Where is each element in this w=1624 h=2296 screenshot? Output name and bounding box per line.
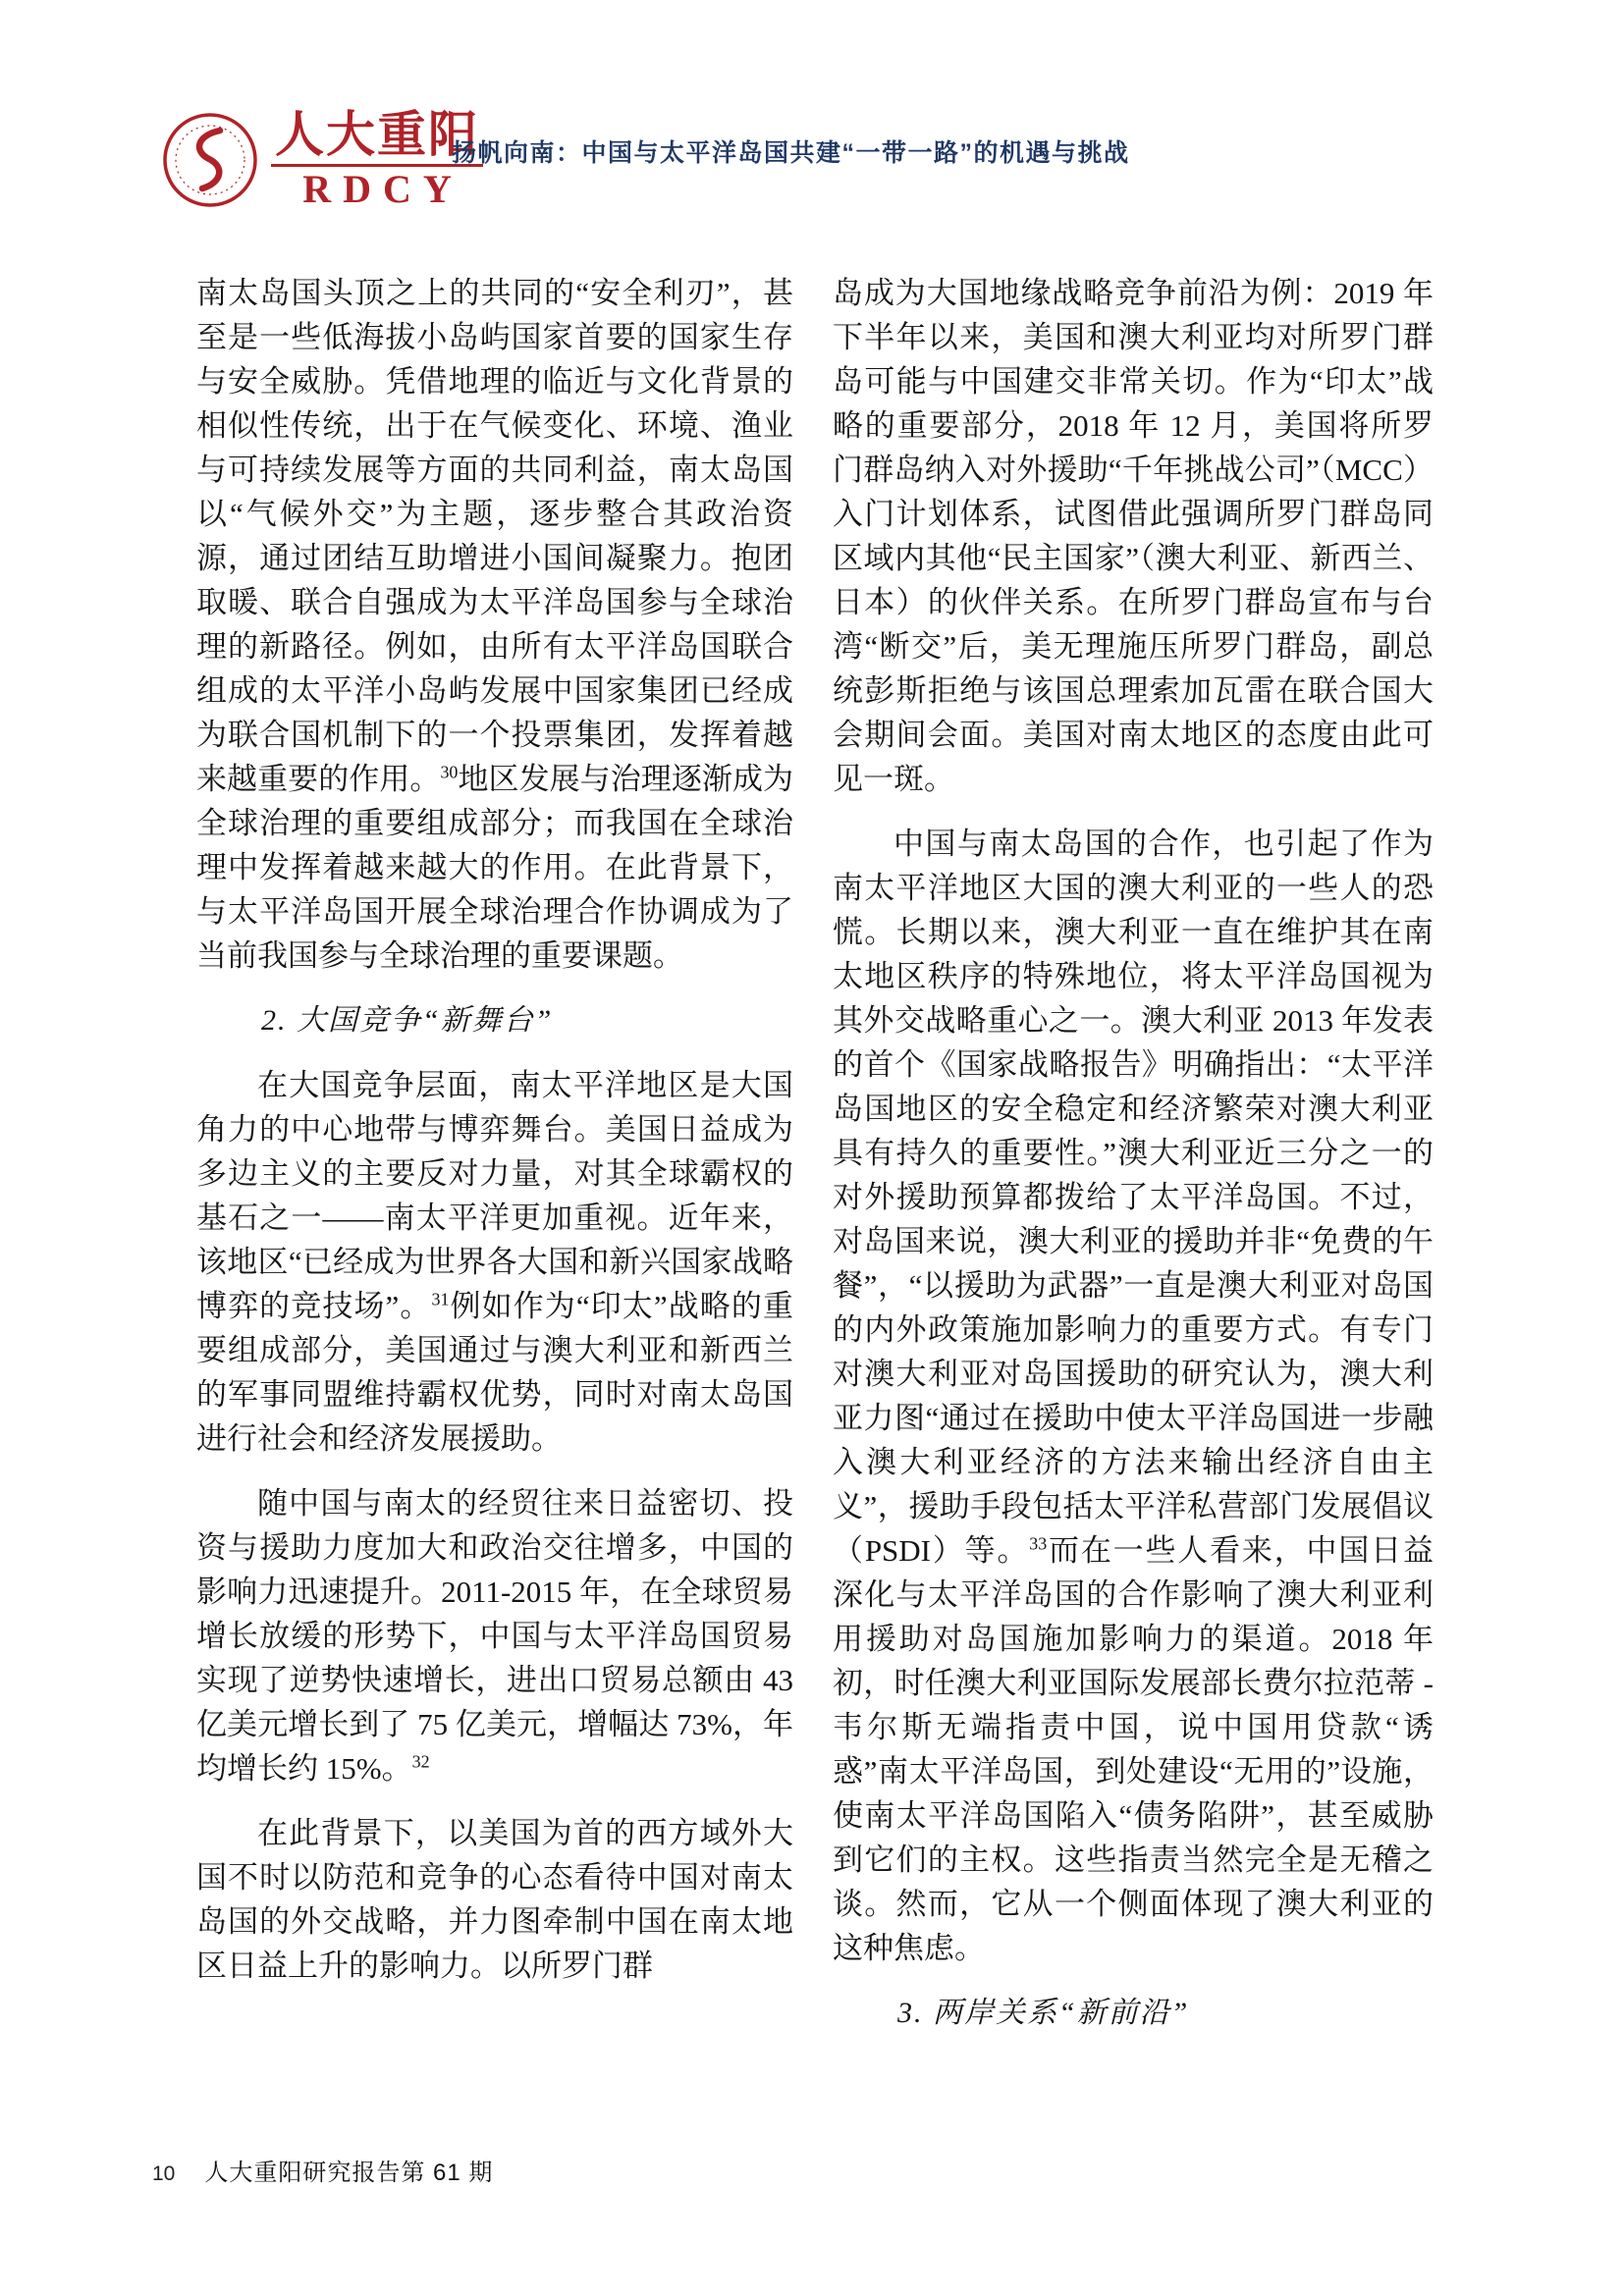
- paragraph-text: 地区发展与治理逐渐成为全球治理的重要组成部分；而我国在全球治理中发挥着越来越大的作用。在此背景下，与太平洋岛国开展全球治理合作协调成为了当前我国参与全球治理的重要课题。: [196, 762, 794, 973]
- logo-en-abbr: RDCY: [302, 167, 463, 211]
- paragraph-text: 随中国与南太的经贸往来日益密切、投资与援助力度加大和政治交往增多，中国的影响力迅速提升。2011-2015 年，在全球贸易增长放缓的形势下，中国与太平洋岛国贸易实现了逆势快速增长，进出口贸易总额由 43 亿美元增长到了 75 亿美元，增幅达 73%，年均增长约 15%。: [196, 1486, 793, 1786]
- page-footer: [152, 2153, 493, 2187]
- rdcy-logo: [161, 108, 483, 212]
- paragraph-text: 例如作为“印太”战略的重要组成部分，美国通过与澳大利亚和新西兰的军事同盟维持霸权优势，同时对南太岛国进行社会和经济发展援助。: [196, 1289, 793, 1456]
- doc-title: 扬帆向南：中国与太平洋岛国共建“一带一路”的机遇与挑战: [452, 139, 1130, 167]
- paragraph-text: 而在一些人看来，中国日益深化与太平洋岛国的合作影响了澳大利亚利用援助对岛国施加影响力的渠道。2018 年初，时任澳大利亚国际发展部长费尔拉范蒂 - 韦尔斯无端指责中国，说中国用贷款“诱惑”南太平洋岛国，到处建设“无用的”设施，使南太平洋岛国陷入“债务陷阱”，甚至威胁到它们的主权。这些指责当然完全是无稽之谈。然而，它从一个侧面体现了澳大利亚的这种焦虑。: [833, 1533, 1434, 1965]
- rdcy-seal-icon: [161, 111, 259, 209]
- paragraph-governance: [196, 271, 793, 978]
- paragraph-text: 在此背景下，以美国为首的西方域外大国不时以防范和竞争的心态看待中国对南太岛国的外交战略，并力图牵制中国在南太地区日益上升的影响力。以所罗门群: [196, 1816, 793, 1983]
- footnote-ref-30: 30: [440, 762, 459, 782]
- paragraph-text: 岛成为大国地缘战略竞争前沿为例：2019 年下半年以来，美国和澳大利亚均对所罗门群岛可能与中国建交非常关切。作为“印太”战略的重要部分，2018 年 12 月，美国将所罗门群岛纳入对外援助“千年挑战公司”（MCC）入门计划体系，试图借此强调所罗门群岛同区域内其他“民主国家”（澳大利亚、新西兰、日本）的伙伴关系。在所罗门群岛宣布与台湾“断交”后，美无理施压所罗门群岛，副总统彭斯拒绝与该国总理索加瓦雷在联合国大会期间会面。美国对南太地区的态度由此可见一斑。: [833, 276, 1434, 796]
- paragraph-trade-growth: [196, 1481, 793, 1790]
- section-heading-2: 2. 大国竞争“新舞台”: [261, 1004, 554, 1037]
- footnote-ref-33: 33: [1029, 1533, 1048, 1554]
- paragraph-great-power: [196, 1063, 793, 1461]
- paragraph-text: 中国与南太岛国的合作，也引起了作为南太平洋地区大国的澳大利亚的一些人的恐慌。长期以来，澳大利亚一直在维护其在南太地区秩序的特殊地位，将太平洋岛国视为其外交战略重心之一。澳大利亚 2013 年发表的首个《国家战略报告》明确指出：“太平洋岛国地区的安全稳定和经济繁荣对澳大利亚具有持久的重要性。”澳大利亚近三分之一的对外援助预算都拨给了太平洋岛国。不过，对岛国来说，澳大利亚的援助并非“免费的午餐”，“以援助为武器”一直是澳大利亚对岛国的内外政策施加影响力的重要方式。有专门对澳大利亚对岛国援助的研究认为，澳大利亚力图“通过在援助中使太平洋岛国进一步融入澳大利亚经济的方法来输出经济自由主义”，援助手段包括太平洋私营部门发展倡议（PSDI）等。: [833, 827, 1434, 1568]
- section-heading-3: 3. 两岸关系“新前沿”: [897, 1997, 1190, 2029]
- report-series-name: 人大重阳研究报告第 61 期: [204, 2160, 494, 2186]
- page-number: 10: [152, 2163, 176, 2185]
- paragraph-western-powers: [196, 1811, 793, 1988]
- footnote-ref-32: 32: [411, 1751, 430, 1772]
- paragraph-text: 南太岛国头顶之上的共同的“安全利刃”，甚至是一些低海拔小岛屿国家首要的国家生存与安全威胁。凭借地理的临近与文化背景的相似性传统，出于在气候变化、环境、渔业与可持续发展等方面的共同利益，南太岛国以“气候外交”为主题，逐步整合其政治资源，通过团结互助增进小国间凝聚力。抱团取暖、联合自强成为太平洋岛国参与全球治理的新路径。例如，由所有太平洋岛国联合组成的太平洋小岛屿发展中国家集团已经成为联合国机制下的一个投票集团，发挥着越来越重要的作用。: [196, 276, 793, 796]
- footnote-ref-31: 31: [431, 1289, 450, 1309]
- logo-cn-name: 人大重阳: [271, 108, 483, 167]
- paragraph-text: 在大国竞争层面，南太平洋地区是大国角力的中心地带与博弈舞台。美国日益成为多边主义的主要反对力量，对其全球霸权的基石之一——南太平洋更加重视。近年来，该地区“已经成为世界各大国和新兴国家战略博弈的竞技场”。: [196, 1068, 793, 1323]
- paragraph-solomon-islands: [833, 271, 1434, 801]
- left-column: [196, 271, 793, 2008]
- right-column: [833, 271, 1434, 2056]
- paragraph-australia-concern: [833, 822, 1434, 1970]
